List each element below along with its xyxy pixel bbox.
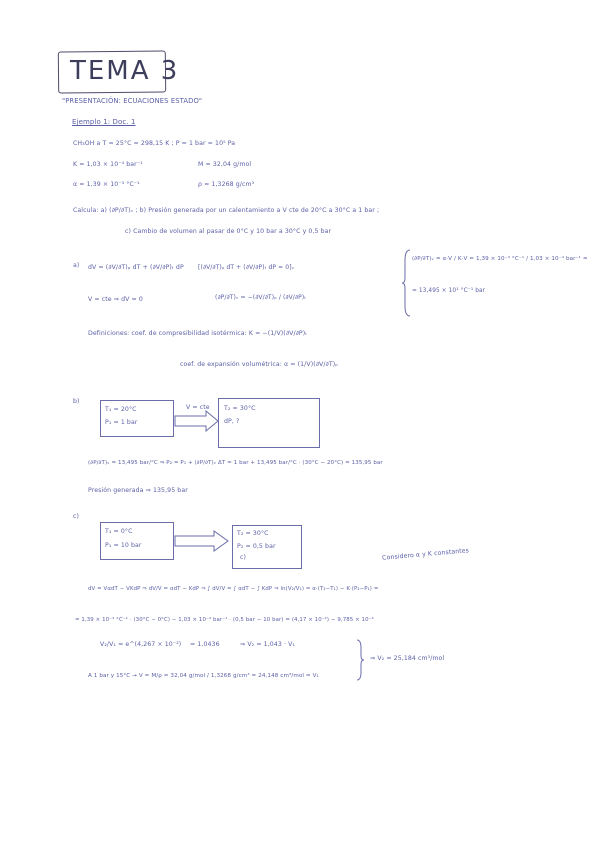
state-2-t: T₂ = 30°C	[224, 405, 256, 412]
part-c-ratio: V₂/V₁ = e^(4,267 × 10⁻²)	[100, 641, 182, 648]
state-2-p: dP, ?	[224, 418, 240, 425]
definition-alpha: coef. de expansión volumétrica: α = (1/V)(∂V/∂T)ₚ	[180, 361, 338, 368]
part-c-eq2: = 1,39 × 10⁻³ °C⁻¹ · (30°C − 0°C) − 1,03 × 10⁻⁴ bar⁻¹ · (0,5 bar − 10 bar) = (4,17 × 10⁻²) − 9,785 × 10⁻⁴	[75, 617, 374, 623]
arrow-right-icon	[174, 410, 220, 432]
arrow-right-icon-c	[174, 530, 230, 552]
part-c-label: c)	[73, 513, 80, 520]
page-title: TEMA 3	[70, 56, 180, 86]
state-c2-t: T₂ = 30°C	[237, 530, 269, 537]
part-b-equation: (∂P/∂T)ᵥ = 13,495 bar/°C ⇒ P₂ = P₁ + (∂P/∂T)ᵥ ΔT = 1 bar + 13,495 bar/°C · (30°C − 20°C) = 135,95 bar	[88, 460, 383, 466]
part-a-right-1: (∂P/∂T)ᵥ = α·V / K·V = 1,39 × 10⁻³ °C⁻¹ / 1,03 × 10⁻⁴ bar⁻¹ =	[412, 256, 588, 262]
process-label: V = cte	[186, 404, 210, 411]
assumption-note: Considero α y K constantes	[381, 547, 470, 562]
given-alpha: α = 1,39 × 10⁻³ °C⁻¹	[73, 181, 140, 188]
state-1-t: T₁ = 20°C	[105, 406, 137, 413]
calcula-ab: Calcula: a) (∂P/∂T)ᵥ ; b) Presión generada por un calentamiento a V cte de 20°C a 30°C a 1 bar ;	[73, 207, 380, 214]
part-c-final: A 1 bar y 15°C → V = M/ρ = 32,04 g/mol / 1,3268 g/cm³ = 24,148 cm³/mol = V₁	[88, 673, 319, 679]
part-a-label: a)	[73, 262, 80, 269]
part-a-eq3: V = cte ⇒ dV = 0	[88, 296, 143, 303]
given-rho: ρ = 1,3268 g/cm³	[198, 181, 255, 188]
part-a-eq4: (∂P/∂T)ᵥ = −(∂V/∂T)ₚ / (∂V/∂P)ₜ	[215, 294, 307, 301]
part-a-eq2: [(∂V/∂T)ₚ dT + (∂V/∂P)ₜ dP = 0]ᵥ	[198, 264, 295, 271]
given-m: M = 32,04 g/mol	[198, 161, 252, 168]
given-k: K = 1,03 × 10⁻⁴ bar⁻¹	[73, 161, 143, 168]
part-a-eq1: dV = (∂V/∂T)ₚ dT + (∂V/∂P)ₜ dP	[88, 264, 184, 271]
part-b-label: b)	[73, 398, 80, 405]
calcula-c: c) Cambio de volumen al pasar de 0°C y 10 bar a 30°C y 0,5 bar	[125, 228, 332, 235]
subtitle: "PRESENTACIÓN: ECUACIONES ESTADO"	[62, 97, 203, 105]
part-b-result: Presión generada ⇒ 135,95 bar	[88, 487, 188, 494]
part-c-v2: ⇒ V₂ = 1,043 · V₁	[240, 641, 296, 648]
part-c-answer: ⇒ V₂ = 25,184 cm³/mol	[370, 655, 445, 662]
definition-k: Definiciones: coef. de compresibilidad isotérmica: K = −(1/V)(∂V/∂P)ₜ	[88, 330, 308, 337]
state-c1-t: T₁ = 0°C	[105, 528, 133, 535]
state-c2-extra: c)	[240, 554, 247, 561]
part-c-eq1: dV = VαdT − VKdP ⇒ dV/V = αdT − KdP ⇒ ∫ dV/V = ∫ αdT − ∫ KdP ⇒ ln(V₂/V₁) = α·(T₂−T₁) − K·(P₂−P₁) =	[88, 586, 379, 592]
state-c2-p: P₂ = 0,5 bar	[237, 543, 276, 550]
brace-icon-c	[355, 638, 365, 682]
state-c1-p: P₁ = 10 bar	[105, 542, 142, 549]
part-a-right-2: = 13,495 × 10¹ °C⁻¹ bar	[412, 288, 486, 294]
example-heading: Ejemplo 1: Doc. 1	[72, 118, 136, 126]
part-c-ratio-value: = 1,0436	[190, 641, 220, 648]
given-line-1: CH₃OH a T = 25°C = 298,15 K ; P = 1 bar = 10⁵ Pa	[73, 140, 236, 147]
state-1-p: P₁ = 1 bar	[105, 419, 138, 426]
brace-icon	[402, 248, 412, 318]
